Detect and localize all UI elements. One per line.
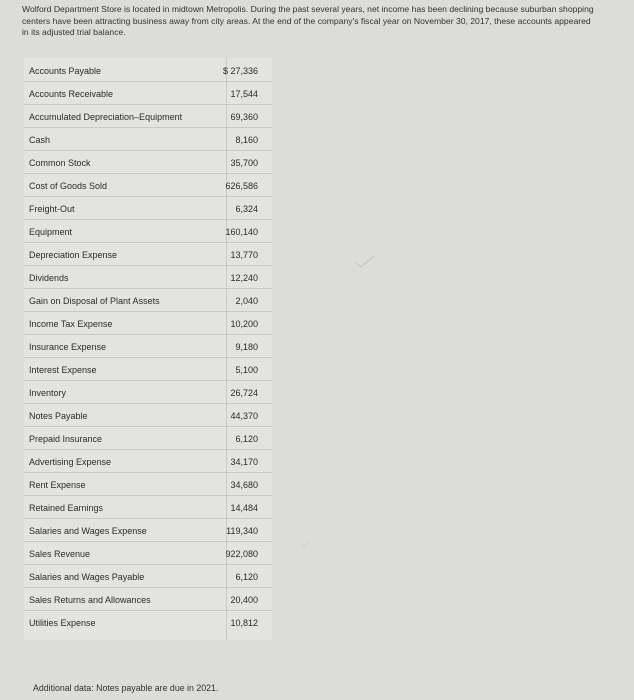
account-amount: 6,120	[235, 572, 258, 582]
table-row	[24, 173, 272, 197]
table-row	[24, 265, 272, 289]
account-amount: 14,484	[230, 503, 258, 513]
account-name: Insurance Expense	[29, 342, 107, 352]
account-amount: 2,040	[235, 296, 258, 306]
table-row	[24, 104, 272, 128]
account-amount: 10,812	[230, 618, 258, 628]
account-name: Freight-Out	[29, 204, 75, 214]
table-row	[24, 357, 272, 381]
table-row	[24, 403, 272, 427]
account-name: Prepaid Insurance	[29, 434, 103, 444]
account-name: Sales Revenue	[29, 549, 91, 559]
account-amount: 34,680	[230, 480, 258, 490]
pencil-tick-icon	[300, 540, 310, 548]
table-row	[24, 242, 272, 266]
account-amount: 10,200	[230, 319, 258, 329]
table-row	[24, 288, 272, 312]
table-row	[24, 426, 272, 450]
account-name: Advertising Expense	[29, 457, 112, 467]
account-name: Rent Expense	[29, 480, 86, 490]
table-row	[24, 610, 272, 633]
table-row	[24, 81, 272, 105]
account-amount: 34,170	[230, 457, 258, 467]
table-row	[24, 150, 272, 174]
account-name: Salaries and Wages Expense	[29, 526, 147, 536]
account-amount: $ 27,336	[222, 66, 258, 76]
account-name: Interest Expense	[29, 365, 97, 375]
table-row	[24, 311, 272, 335]
account-amount: 69,360	[230, 112, 258, 122]
account-amount: 9,180	[235, 342, 258, 352]
account-amount: 35,700	[230, 158, 258, 168]
account-name: Salaries and Wages Payable	[29, 572, 145, 582]
account-name: Gain on Disposal of Plant Assets	[29, 296, 160, 306]
account-name: Retained Earnings	[29, 503, 104, 513]
account-amount: 119,340	[226, 526, 258, 536]
trial-balance-table	[24, 58, 272, 640]
table-row	[24, 334, 272, 358]
table-row	[24, 449, 272, 473]
account-name: Accounts Payable	[29, 66, 102, 76]
account-amount: 160,140	[225, 227, 258, 237]
table-row	[24, 196, 272, 220]
account-name: Inventory	[29, 388, 67, 398]
account-name: Cost of Goods Sold	[29, 181, 108, 191]
account-name: Depreciation Expense	[29, 250, 118, 260]
account-name: Common Stock	[29, 158, 91, 168]
table-row	[24, 518, 272, 542]
account-amount: 922,080	[225, 549, 258, 559]
account-amount: 6,120	[235, 434, 258, 444]
account-name: Notes Payable	[29, 411, 88, 421]
account-name: Accumulated Depreciation–Equipment	[29, 112, 183, 122]
table-row	[24, 495, 272, 519]
additional-data-note: Additional data: Notes payable are due in 2021.	[33, 683, 219, 693]
account-name: Accounts Receivable	[29, 89, 114, 99]
account-amount: 44,370	[230, 411, 258, 421]
table-row	[24, 587, 272, 611]
account-name: Equipment	[29, 227, 73, 237]
account-amount: 8,160	[235, 135, 258, 145]
account-name: Dividends	[29, 273, 69, 283]
account-name: Cash	[29, 135, 51, 145]
account-name: Income Tax Expense	[29, 319, 113, 329]
account-amount: 17,544	[230, 89, 258, 99]
account-name: Utilities Expense	[29, 618, 96, 628]
table-row	[24, 58, 272, 82]
table-row	[24, 380, 272, 404]
account-amount: 13,770	[230, 250, 258, 260]
account-amount: 5,100	[235, 365, 258, 375]
table-row	[24, 127, 272, 151]
pencil-check-mark-icon	[355, 255, 375, 269]
account-amount: 20,400	[230, 595, 258, 605]
table-row	[24, 219, 272, 243]
table-row	[24, 564, 272, 588]
table-row	[24, 541, 272, 565]
account-amount: 6,324	[235, 204, 258, 214]
account-amount: 12,240	[230, 273, 258, 283]
account-name: Sales Returns and Allowances	[29, 595, 151, 605]
table-row	[24, 472, 272, 496]
account-amount: 626,586	[225, 181, 258, 191]
account-amount: 26,724	[230, 388, 258, 398]
problem-intro: Wolford Department Store is located in midtown Metropolis. During the past several years, net income has been declining because suburban shopping centers have been attracting business away from city areas. At the end of the company's fiscal year on November 30, 2017, these accounts appeared in its adjusted trial balance.	[22, 4, 594, 38]
